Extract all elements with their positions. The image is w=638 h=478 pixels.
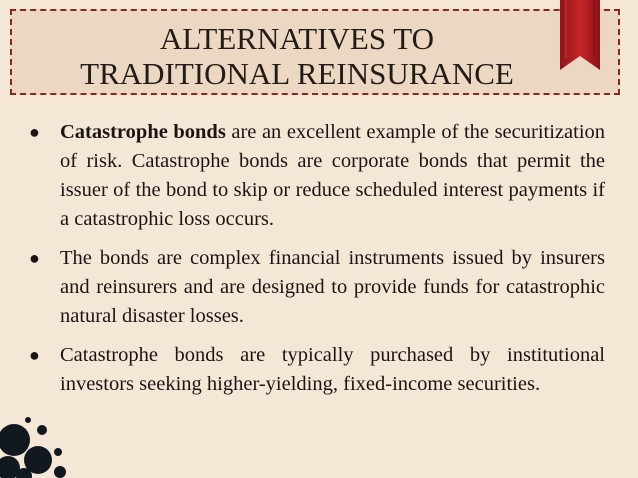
- title-box: [10, 9, 620, 95]
- bullet-item: [29, 118, 605, 234]
- title-line-1: ALTERNATIVES TO: [159, 21, 435, 56]
- bullet-text: are an excellent example of the securitization of risk. Catastrophe bonds are corporate bonds that permit the issuer of the bond to skip or reduce scheduled interest payments if a catastrophic loss occurs.: [60, 121, 606, 230]
- bullet-bold-term: Catastrophe bonds: [60, 121, 226, 143]
- ink-splatter-decoration: [0, 398, 80, 478]
- bullet-item: [29, 341, 605, 399]
- bullet-item: [29, 244, 605, 331]
- bullet-list: [29, 118, 605, 409]
- bullet-dot-icon: ●: [29, 248, 40, 268]
- bullet-text: Catastrophe bonds are typically purchased by institutional investors seeking higher-yielding, fixed-income securities.: [60, 344, 605, 395]
- bookmark-ribbon-icon: [558, 0, 602, 72]
- title-line-2: TRADITIONAL REINSURANCE: [80, 56, 514, 91]
- bullet-text: The bonds are complex financial instruments issued by insurers and reinsurers and are designed to provide funds for catastrophic natural disaster losses.: [60, 247, 605, 327]
- slide-title: [12, 21, 582, 91]
- bullet-dot-icon: ●: [29, 345, 40, 365]
- bullet-dot-icon: ●: [29, 122, 40, 142]
